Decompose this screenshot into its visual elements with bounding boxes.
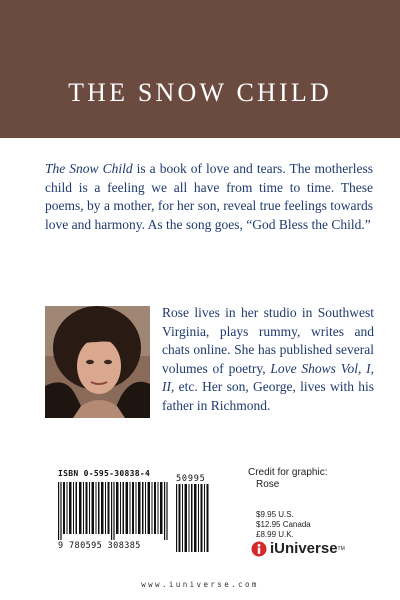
price-canada: $12.95 Canada	[256, 520, 311, 529]
publisher-name: iUniverse	[270, 540, 338, 557]
price-uk: £8.99 U.K.	[256, 530, 294, 539]
price-list	[256, 510, 311, 540]
publisher-url: www.iuniverse.com	[141, 580, 259, 589]
trademark: TM	[337, 545, 345, 552]
credit-name: Rose	[256, 479, 280, 490]
price-us: $9.95 U.S.	[256, 510, 294, 519]
credit-label: Credit for graphic:	[248, 467, 328, 478]
bio-italic-titles: Love Shows Vol, I, II	[162, 360, 375, 394]
author-bio	[162, 304, 374, 415]
isbn-digits: 9 780595 308385	[58, 541, 141, 551]
author-photo	[45, 306, 150, 418]
publisher-logo	[251, 540, 345, 557]
blurb-title-italic: The Snow Child	[45, 161, 133, 176]
blurb-text: is a book of love and tears. The motherless child is a feeling we all have from time to time. These poems, by a mother, for her son, reveal true feelings towards love and harmony. As the song goes, “God Bless the Child.”	[45, 161, 373, 232]
title-band	[0, 0, 400, 138]
author-photo-image	[45, 306, 150, 418]
book-title: THE SNOW CHILD	[68, 78, 332, 107]
price-code: 50995	[176, 474, 206, 484]
isbn-barcode	[58, 482, 170, 540]
isbn-label: ISBN 0-595-30838-4	[58, 469, 151, 478]
bio-text-2: , etc. Her son, George, lives with his father in Richmond.	[162, 379, 374, 413]
bio-text-1: Rose lives in her studio in Southwest Virginia, plays rummy, writes and chats online. She has published several volumes of poetry,	[162, 305, 374, 376]
price-barcode	[176, 484, 210, 552]
iuniverse-logo-icon	[251, 541, 267, 557]
blurb-paragraph	[45, 160, 373, 234]
